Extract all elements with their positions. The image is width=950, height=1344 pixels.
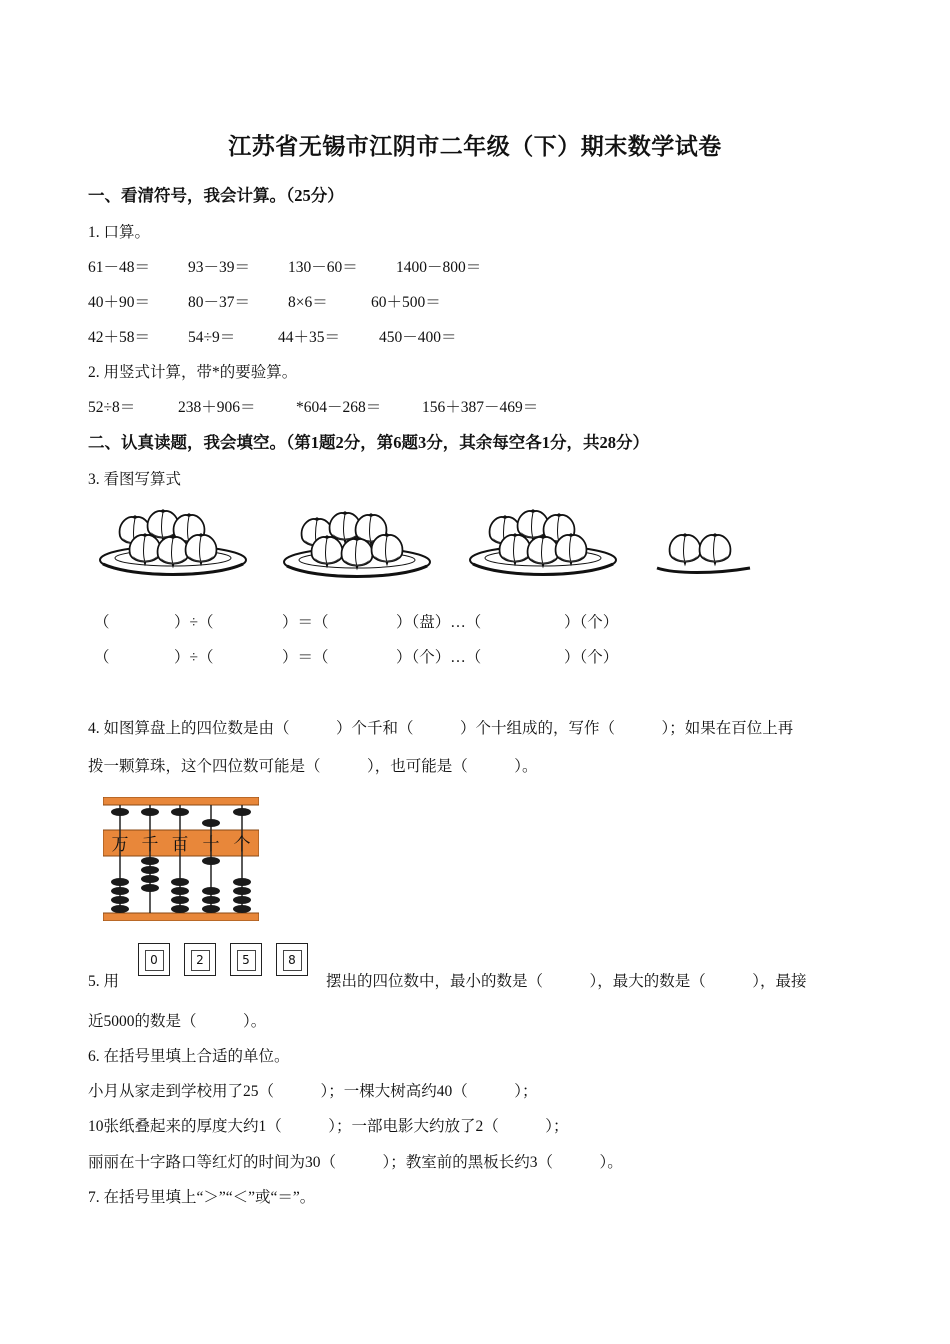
q1-label: 1. 口算。: [88, 224, 151, 241]
oral-item: 42＋58＝: [88, 329, 151, 346]
q2-label: 2. 用竖式计算，带*的要验算。: [88, 364, 298, 381]
q3-part: ）÷（: [174, 649, 214, 666]
page-title: 江苏省无锡市江阴市二年级（下）期末数学试卷: [228, 134, 722, 159]
q3-part: ）÷（: [174, 614, 214, 631]
q6-line: 10张纸叠起来的厚度大约1（ ）；一部电影大约放了2（ ）；: [88, 1118, 569, 1135]
oral-item: 40＋90＝: [88, 294, 151, 311]
digit-card: 0: [138, 943, 170, 976]
digit-card: 8: [276, 943, 308, 976]
vertical-item: 156＋387－469＝: [422, 399, 539, 416]
q3-part: （: [94, 649, 110, 666]
q3-part: ）＝（: [282, 649, 329, 666]
vertical-item: *604－268＝: [296, 399, 382, 416]
section2-heading: 二、认真读题，我会填空。（第1题2分，第6题3分，其余每空各1分，共28分）: [88, 433, 649, 452]
q3-part: （: [94, 614, 110, 631]
oral-item: 93－39＝: [188, 259, 251, 276]
q6-label: 6. 在括号里填上合适的单位。: [88, 1048, 290, 1065]
oral-item: 60＋500＝: [371, 294, 441, 311]
abacus-label-qian: 千: [141, 835, 159, 855]
abacus-label-ge: 个: [233, 835, 251, 855]
q6-line: 丽丽在十字路口等红灯的时间为30（ ）；教室前的黑板长约3（ ）。: [88, 1154, 623, 1171]
plate-2: [284, 512, 430, 577]
q3-part: ）（个）…（: [396, 649, 482, 666]
vertical-item: 52÷8＝: [88, 399, 136, 416]
plate-1: [100, 510, 246, 575]
q3-part: ）（个）: [564, 649, 619, 666]
q3-label: 3. 看图写算式: [88, 471, 182, 488]
q6-line: 小月从家走到学校用了25（ ）；一棵大树高约40（ ）；: [88, 1083, 538, 1100]
q5-line-2: 近5000的数是（ ）。: [88, 1013, 267, 1030]
q3-part: ）（盘）…（: [396, 614, 482, 631]
q4-line-2: 拨一颗算珠，这个四位数可能是（ ），也可能是（ ）。: [88, 758, 538, 775]
abacus-figure: [103, 797, 259, 921]
plate-3: [470, 510, 616, 575]
abacus-label-shi: 十: [202, 835, 220, 855]
oral-item: 61－48＝: [88, 259, 151, 276]
peach-plates-figure: [95, 505, 760, 587]
q4-line-1: 4. 如图算盘上的四位数是由（ ）个千和（ ）个十组成的，写作（ ）；如果在百位上再: [88, 720, 794, 737]
q5-line-1: 摆出的四位数中，最小的数是（ ），最大的数是（ ），最接: [326, 973, 807, 990]
digit-card: 2: [184, 943, 216, 976]
loose-peaches: [657, 534, 750, 573]
q3-part: ）＝（: [282, 614, 329, 631]
q7-label: 7. 在括号里填上“＞”“＜”或“＝”。: [88, 1189, 316, 1206]
digit-card: 5: [230, 943, 262, 976]
section1-heading: 一、看清符号，我会计算。（25分）: [88, 186, 344, 205]
q3-part: ）（个）: [564, 614, 619, 631]
oral-item: 130－60＝: [288, 259, 358, 276]
oral-item: 450－400＝: [379, 329, 457, 346]
vertical-item: 238＋906＝: [178, 399, 256, 416]
oral-item: 54÷9＝: [188, 329, 236, 346]
oral-item: 8×6＝: [288, 294, 328, 311]
q5-prefix: 5. 用: [88, 973, 120, 990]
abacus-label-bai: 百: [171, 835, 189, 855]
oral-item: 44＋35＝: [278, 329, 341, 346]
oral-item: 80－37＝: [188, 294, 251, 311]
abacus-label-wan: 万: [111, 835, 129, 855]
oral-item: 1400－800＝: [396, 259, 482, 276]
